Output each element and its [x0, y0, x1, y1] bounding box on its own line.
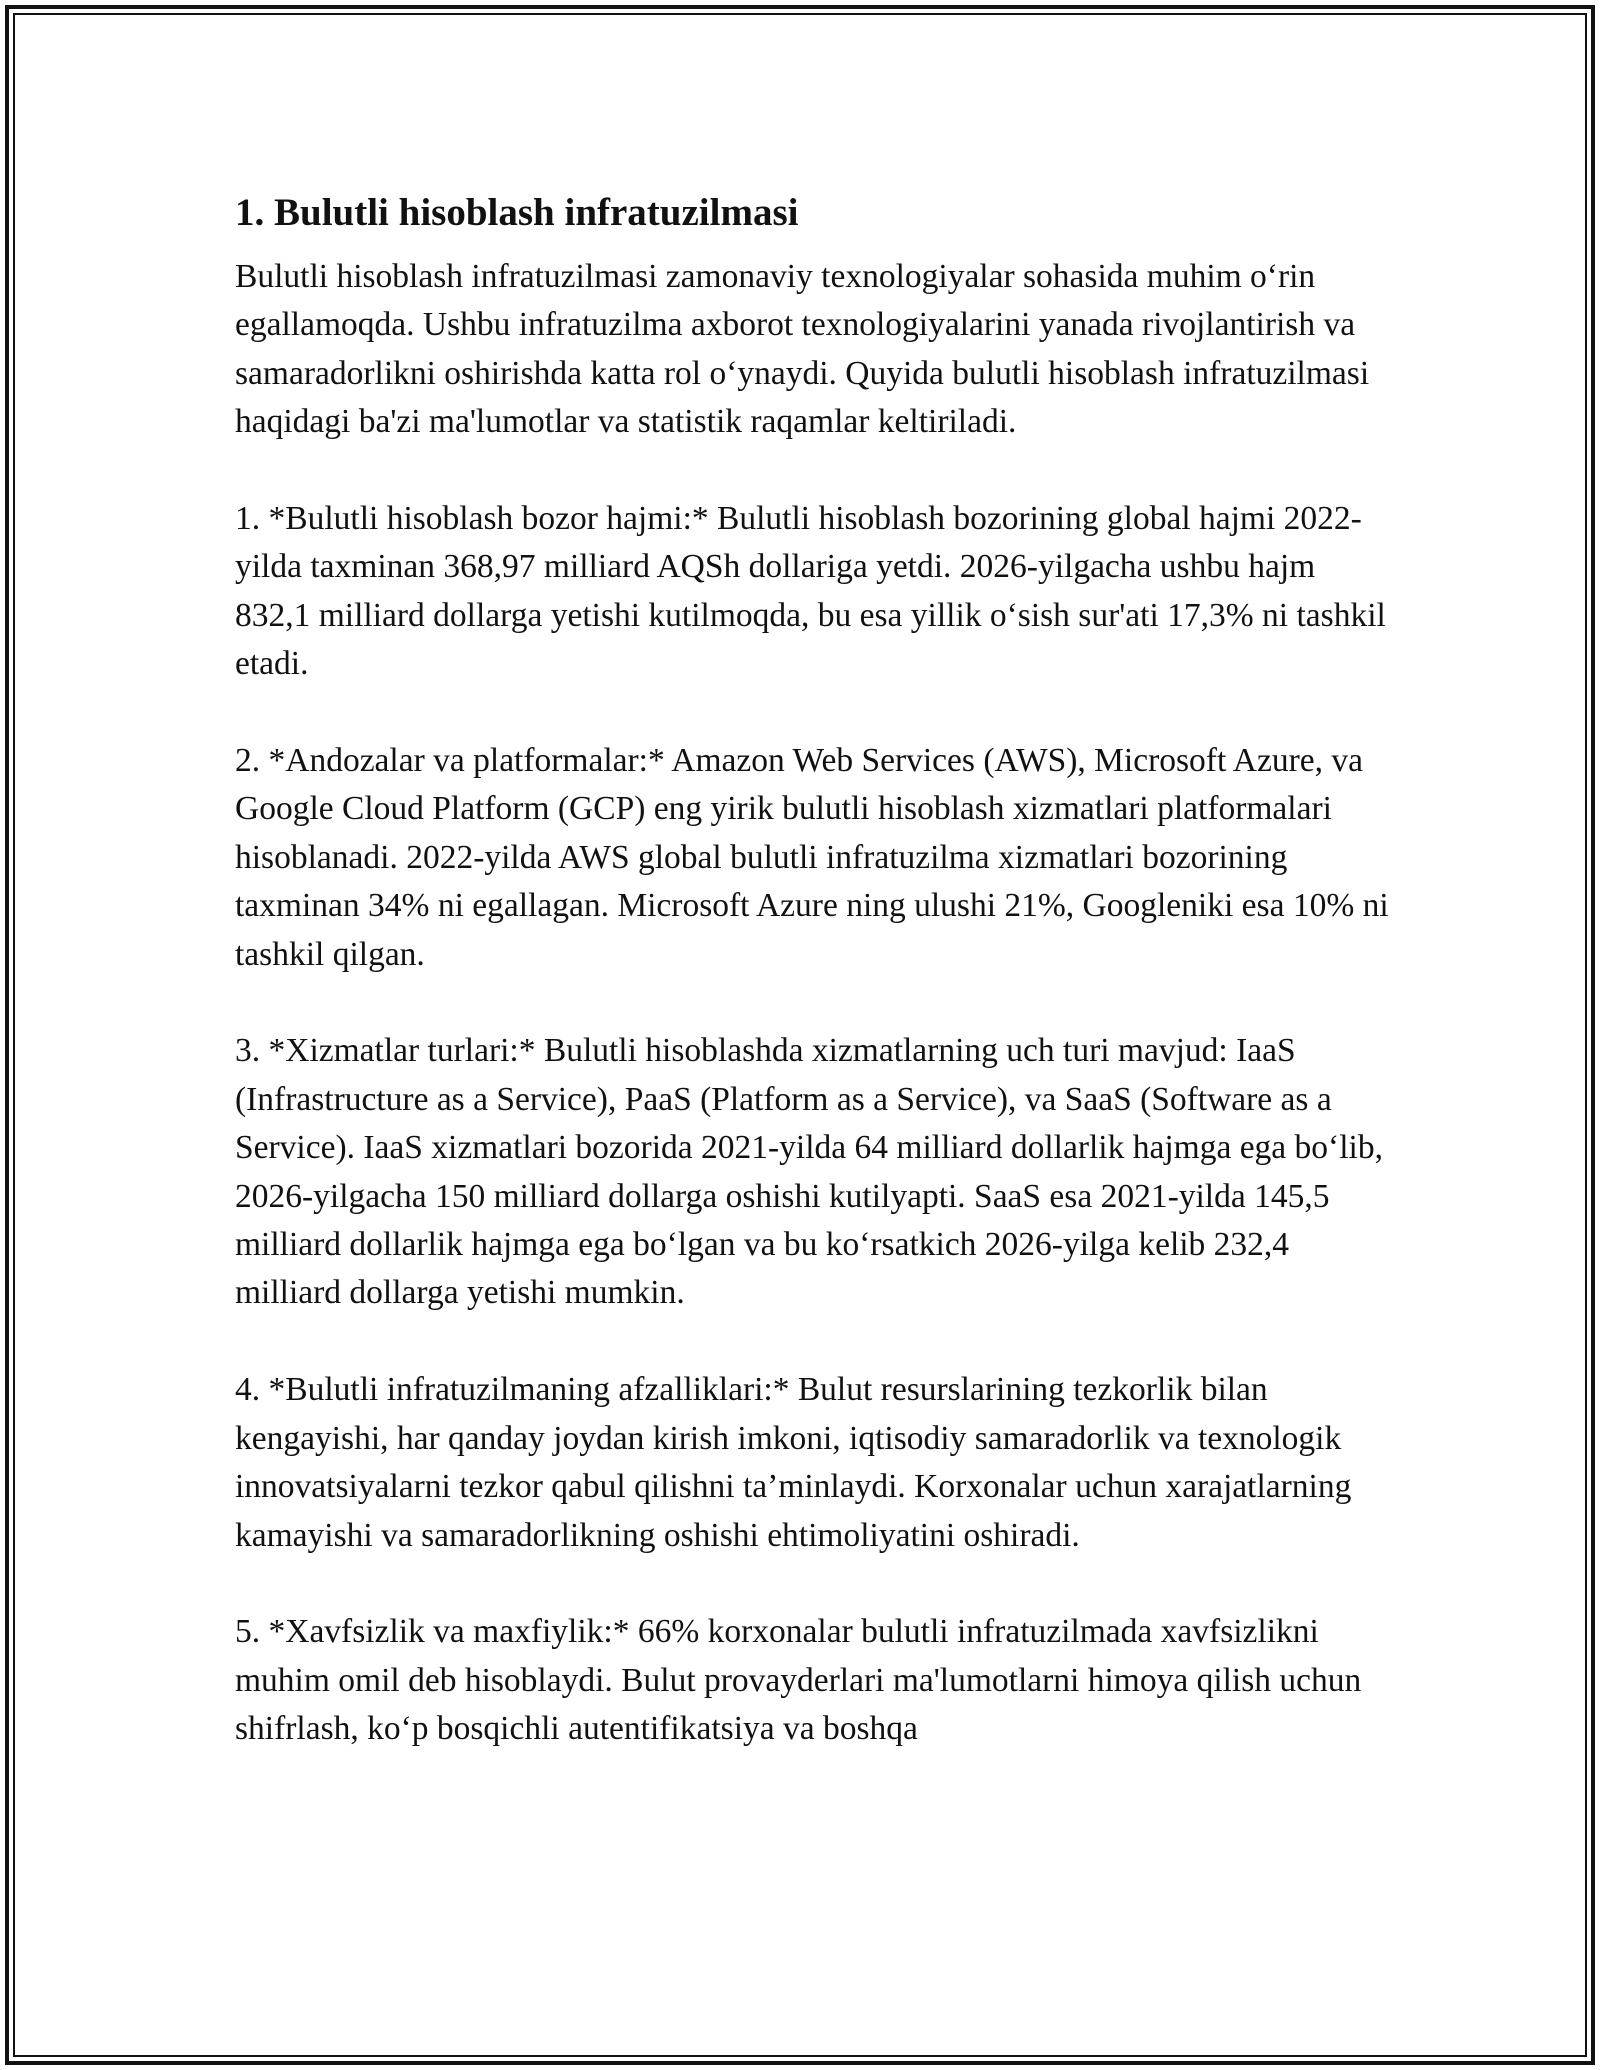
intro-paragraph: Bulutli hisoblash infratuzilmasi zamonaviy texnologiyalar sohasida muhim o‘rin egallamoqda. Ushbu infratuzilma axborot texnologiyalarini yanada rivojlantirish va samaradorlikni oshirishda katta rol o‘ynaydi. Quyida bulutli hisoblash infratuzilmasi haqidagi ba'zi ma'lumotlar va statistik raqamlar keltiriladi. — [235, 258, 1370, 441]
platforms-paragraph: 2. *Andozalar va platformalar:* Amazon Web Services (AWS), Microsoft Azure, va Google Cloud Platform (GCP) eng yirik bulutli hisoblash xizmatlari platformalari hisoblanadi. 2022-yilda AWS global bulutli infratuzilma xizmatlari bozorining taxminan 34% ni egallagan. Microsoft Azure ning ulushi 21%, Googleniki esa 10% ni tashkil qilgan. — [235, 742, 1389, 973]
section-heading: 1. Bulutli hisoblash infratuzilmasi — [235, 191, 799, 234]
service-types-paragraph: 3. *Xizmatlar turlari:* Bulutli hisoblashda xizmatlarning uch turi mavjud: IaaS (Infrastructure as a Service), PaaS (Platform as a Service), va SaaS (Software as a Service). IaaS xizmatlari bozorida 2021-yilda 64 milliard dollarlik hajmga ega bo‘lib, 2026-yilgacha 150 milliard dollarga oshishi kutilyapti. SaaS esa 2021-yilda 145,5 milliard dollarlik hajmga ega bo‘lgan va bu ko‘rsatkich 2026-yilga kelib 232,4 milliard dollarga yetishi mumkin. — [235, 1032, 1383, 1312]
advantages-paragraph: 4. *Bulutli infratuzilmaning afzalliklari:* Bulut resurslarining tezkorlik bilan kengayishi, har qanday joydan kirish imkoni, iqtisodiy samaradorlik va texnologik innovatsiyalarni tezkor qabul qilishni ta’minlaydi. Korxonalar uchun xarajatlarning kamayishi va samaradorlikning oshishi ehtimoliyatini oshiradi. — [235, 1371, 1352, 1554]
document-body — [235, 185, 1395, 1802]
market-size-paragraph: 1. *Bulutli hisoblash bozor hajmi:* Bulutli hisoblash bozorining global hajmi 2022-yilda taxminan 368,97 milliard AQSh dollariga yetdi. 2026-yilgacha ushbu hajm 832,1 milliard dollarga yetishi kutilmoqda, bu esa yillik o‘sish sur'ati 17,3% ni tashkil etadi. — [235, 500, 1386, 683]
security-paragraph: 5. *Xavfsizlik va maxfiylik:* 66% korxonalar bulutli infratuzilmada xavfsizlikni muhim omil deb hisoblaydi. Bulut provayderlari ma'lumotlarni himoya qilish uchun shifrlash, ko‘p bosqichli autentifikatsiya va boshqa — [235, 1613, 1362, 1748]
